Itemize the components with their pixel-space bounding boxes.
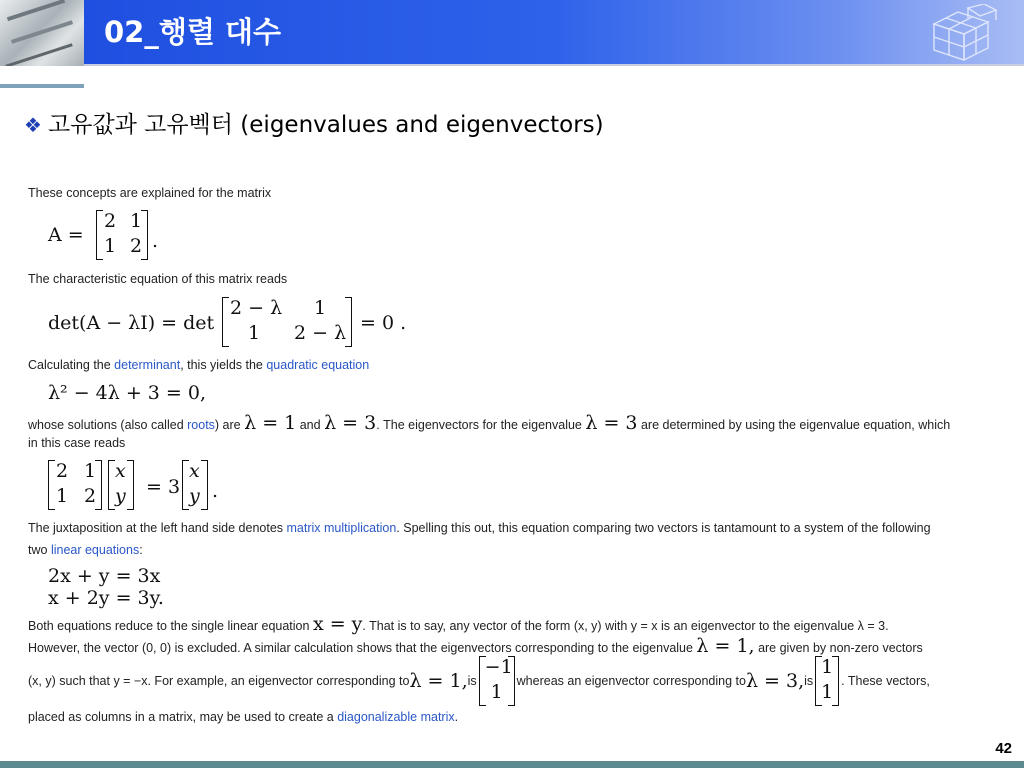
- linear-equations-link[interactable]: linear equations: [50, 543, 140, 557]
- slide-header: [0, 0, 1024, 66]
- text-line-5: in this case reads: [28, 436, 126, 450]
- text-line-1: These concepts are explained for the matrix: [28, 186, 272, 200]
- footer-bar: [0, 761, 1024, 768]
- diamond-bullet-icon: ❖: [24, 113, 42, 137]
- text-line-3: Calculating the determinant, this yields the quadratic equation: [28, 358, 370, 372]
- eigen-matrix: 2 1 1 2: [48, 460, 102, 510]
- eigenvector-1: −1 1: [477, 656, 517, 706]
- eigen-vector-left: x y: [108, 460, 134, 510]
- header-photo: [0, 0, 84, 66]
- det-rhs: = 0 .: [360, 312, 407, 334]
- quadratic-equation: λ² − 4λ + 3 = 0,: [48, 382, 207, 404]
- matrix-multiplication-link[interactable]: matrix multiplication: [286, 521, 397, 535]
- determinant-link[interactable]: determinant: [114, 358, 181, 372]
- text-line-10: (x, y) such that y = −x. For example, an eigenvector corresponding toλ = 1,is −1 1 whereas an eigenvector corresponding toλ = 3,is 1 1 . These vectors,: [28, 656, 930, 708]
- eigen-period: .: [212, 480, 219, 502]
- header-left-rule: [0, 84, 84, 88]
- text-line-6: The juxtaposition at the left hand side denotes matrix multiplication. Spelling this out, this equation comparing two vectors is tantamount to a system of the following: [28, 521, 931, 535]
- matrix-a: 2 1 1 2: [96, 210, 148, 260]
- roots-link[interactable]: roots: [187, 418, 215, 432]
- text-line-9: However, the vector (0, 0) is excluded. A similar calculation shows that the eigenvectors corresponding to the eigenvalue λ = 1, are given by non-zero vectors: [28, 635, 923, 657]
- text-line-4: whose solutions (also called roots) are λ = 1 and λ = 3. The eigenvectors for the eigenvalue λ = 3 are determined by using the eigenvalue equation, which: [28, 412, 951, 434]
- header-rule: [84, 64, 1024, 66]
- diagonalizable-matrix-link[interactable]: diagonalizable matrix: [337, 710, 455, 724]
- section-heading-text: 고유값과 고유벡터 (eigenvalues and eigenvectors): [47, 112, 604, 138]
- slide-title: 02_행렬 대수: [104, 15, 282, 49]
- eigenvector-2: 1 1: [813, 656, 841, 706]
- section-heading: [24, 106, 604, 139]
- eigen-vector-right: x y: [182, 460, 208, 510]
- system-equation-2: x + 2y = 3y.: [48, 587, 164, 609]
- system-equation-1: 2x + y = 3x: [48, 565, 161, 587]
- cube-blocks-icon: [924, 4, 1000, 62]
- quadratic-equation-link[interactable]: quadratic equation: [266, 358, 370, 372]
- matrix-a-lhs: A =: [48, 224, 84, 246]
- text-line-2: The characteristic equation of this matrix reads: [28, 272, 288, 286]
- text-line-7: two linear equations:: [28, 543, 143, 557]
- text-line-8: Both equations reduce to the single linear equation x = y. That is to say, any vector of the form (x, y) with y = x is an eigenvector to the eigenvalue λ = 3.: [28, 613, 889, 635]
- det-lhs: det(A − λI) = det: [48, 312, 215, 334]
- page-number: 42: [995, 740, 1012, 757]
- text-line-11: placed as columns in a matrix, may be used to create a diagonalizable matrix.: [28, 710, 459, 724]
- matrix-a-period: .: [152, 230, 159, 252]
- eigen-mid: = 3: [146, 476, 181, 498]
- det-matrix: 2 − λ 1 1 2 − λ: [222, 297, 352, 347]
